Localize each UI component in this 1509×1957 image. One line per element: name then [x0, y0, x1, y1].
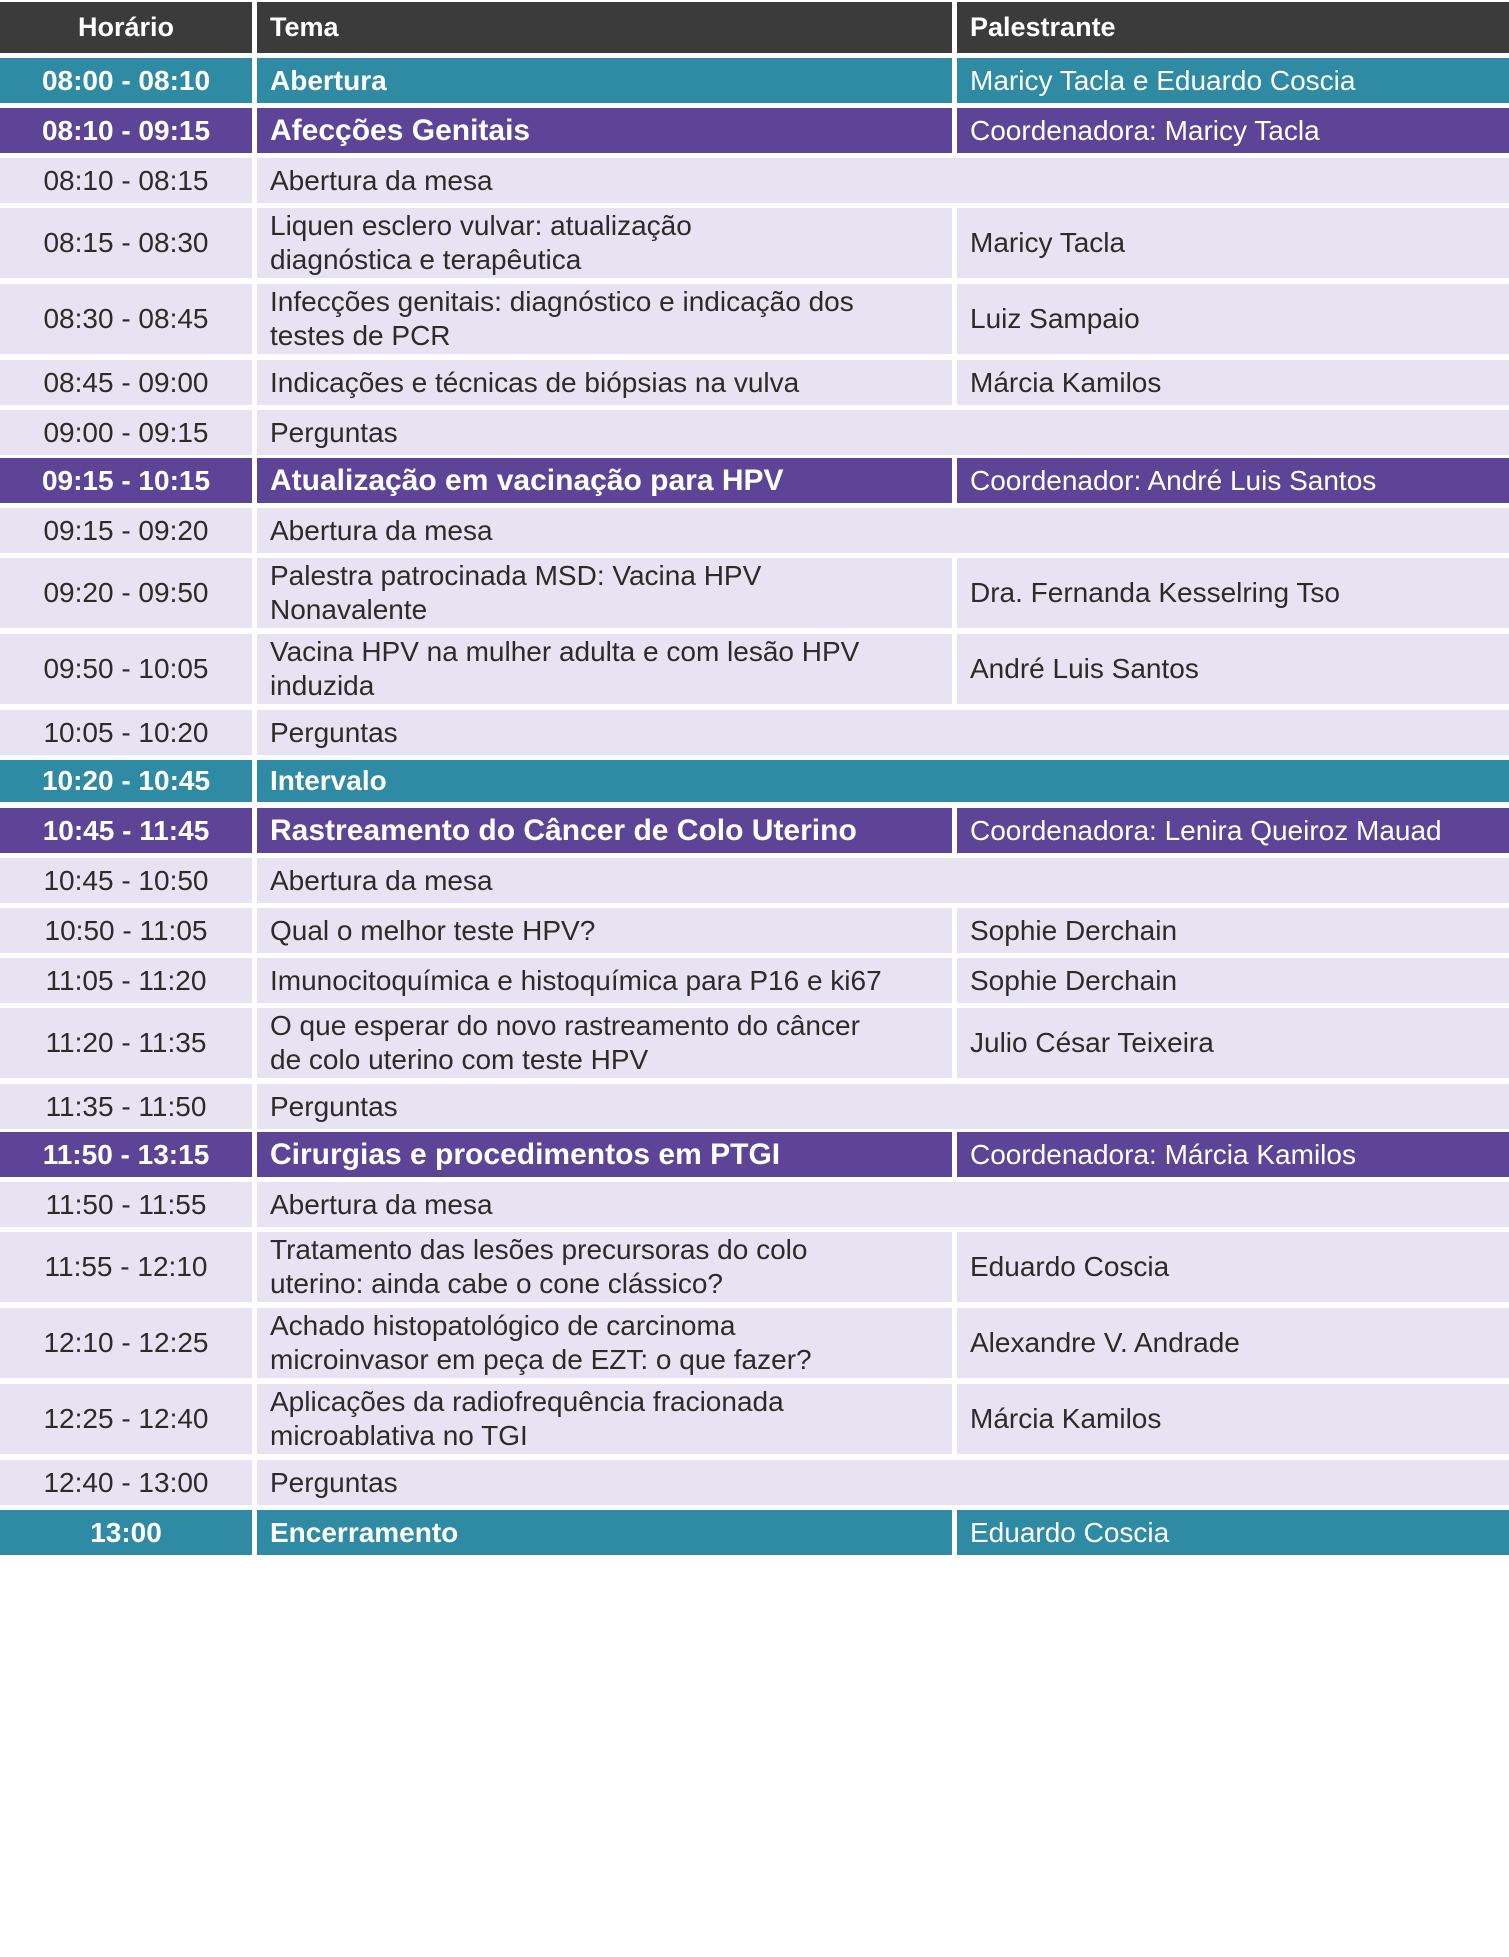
table-row: [0, 410, 1509, 455]
header-time: Horário: [0, 2, 252, 53]
row-speaker: Coordenadora: Márcia Kamilos: [957, 1132, 1509, 1177]
header-theme: Tema: [257, 2, 952, 53]
row-speaker: Coordenador: André Luis Santos: [957, 458, 1509, 503]
row-time: 09:15 - 10:15: [0, 458, 252, 503]
row-theme: Infecções genitais: diagnóstico e indicação dos testes de PCR: [257, 284, 952, 354]
header-speaker: Palestrante: [957, 2, 1509, 53]
row-speaker: André Luis Santos: [957, 634, 1509, 704]
table-row: [0, 1510, 1509, 1555]
table-row: [0, 858, 1509, 903]
row-theme: Indicações e técnicas de biópsias na vulva: [257, 360, 952, 405]
table-row: [0, 208, 1509, 278]
table-row: [0, 284, 1509, 354]
row-theme: Vacina HPV na mulher adulta e com lesão HPV induzida: [257, 634, 952, 704]
row-speaker: Eduardo Coscia: [957, 1232, 1509, 1302]
row-time: 08:00 - 08:10: [0, 58, 252, 103]
row-time: 10:20 - 10:45: [0, 760, 252, 802]
row-time: 10:05 - 10:20: [0, 710, 252, 755]
row-theme: O que esperar do novo rastreamento do câncer de colo uterino com teste HPV: [257, 1008, 952, 1078]
row-theme: Perguntas: [257, 710, 1509, 755]
row-theme: Atualização em vacinação para HPV: [257, 458, 952, 503]
row-time: 08:45 - 09:00: [0, 360, 252, 405]
row-speaker: Maricy Tacla: [957, 208, 1509, 278]
row-theme: Perguntas: [257, 410, 1509, 455]
row-time: 09:50 - 10:05: [0, 634, 252, 704]
row-theme: Achado histopatológico de carcinoma microinvasor em peça de EZT: o que fazer?: [257, 1308, 952, 1378]
row-time: 09:00 - 09:15: [0, 410, 252, 455]
row-theme: Qual o melhor teste HPV?: [257, 908, 952, 953]
row-theme: Aplicações da radiofrequência fracionada microablativa no TGI: [257, 1384, 952, 1454]
row-speaker: Alexandre V. Andrade: [957, 1308, 1509, 1378]
row-theme: Abertura da mesa: [257, 1182, 1509, 1227]
row-time: 10:45 - 10:50: [0, 858, 252, 903]
row-speaker: Márcia Kamilos: [957, 360, 1509, 405]
row-theme: Cirurgias e procedimentos em PTGI: [257, 1132, 952, 1177]
table-header: [0, 2, 1509, 53]
section-row: [0, 458, 1509, 503]
row-time: 08:10 - 09:15: [0, 108, 252, 153]
row-speaker: Dra. Fernanda Kesselring Tso: [957, 558, 1509, 628]
table-row: [0, 1182, 1509, 1227]
table-row: [0, 958, 1509, 1003]
row-speaker: Coordenadora: Lenira Queiroz Mauad: [957, 808, 1509, 853]
row-time: 11:05 - 11:20: [0, 958, 252, 1003]
row-time: 11:50 - 11:55: [0, 1182, 252, 1227]
row-time: 09:15 - 09:20: [0, 508, 252, 553]
section-row: [0, 808, 1509, 853]
row-time: 12:40 - 13:00: [0, 1460, 252, 1505]
row-speaker: Maricy Tacla e Eduardo Coscia: [957, 58, 1509, 103]
row-speaker: Márcia Kamilos: [957, 1384, 1509, 1454]
table-row: [0, 1008, 1509, 1078]
row-theme: Encerramento: [257, 1510, 952, 1555]
table-row: [0, 58, 1509, 103]
table-row: [0, 1384, 1509, 1454]
row-time: 08:15 - 08:30: [0, 208, 252, 278]
row-time: 12:10 - 12:25: [0, 1308, 252, 1378]
table-row: [0, 1460, 1509, 1505]
table-row: [0, 1084, 1509, 1129]
row-theme: Abertura da mesa: [257, 858, 1509, 903]
row-theme: Tratamento das lesões precursoras do colo uterino: ainda cabe o cone clássico?: [257, 1232, 952, 1302]
section-row: [0, 108, 1509, 153]
row-theme: Abertura da mesa: [257, 508, 1509, 553]
table-row: [0, 710, 1509, 755]
row-time: 11:35 - 11:50: [0, 1084, 252, 1129]
table-row: [0, 158, 1509, 203]
row-time: 08:30 - 08:45: [0, 284, 252, 354]
table-row: [0, 558, 1509, 628]
row-theme: Perguntas: [257, 1084, 1509, 1129]
table-row: [0, 908, 1509, 953]
row-theme: Imunocitoquímica e histoquímica para P16 e ki67: [257, 958, 952, 1003]
row-speaker: Coordenadora: Maricy Tacla: [957, 108, 1509, 153]
row-time: 11:55 - 12:10: [0, 1232, 252, 1302]
section-row: [0, 1132, 1509, 1177]
row-time: 12:25 - 12:40: [0, 1384, 252, 1454]
table-row: [0, 1308, 1509, 1378]
row-time: 09:20 - 09:50: [0, 558, 252, 628]
row-time: 10:45 - 11:45: [0, 808, 252, 853]
row-time: 11:50 - 13:15: [0, 1132, 252, 1177]
row-time: 08:10 - 08:15: [0, 158, 252, 203]
table-row: [0, 360, 1509, 405]
table-row: [0, 760, 1509, 802]
row-theme: Liquen esclero vulvar: atualização diagnóstica e terapêutica: [257, 208, 952, 278]
row-theme: Afecções Genitais: [257, 108, 952, 153]
row-speaker: Sophie Derchain: [957, 908, 1509, 953]
row-speaker: Sophie Derchain: [957, 958, 1509, 1003]
row-theme: Intervalo: [257, 760, 1509, 802]
row-theme: Rastreamento do Câncer de Colo Uterino: [257, 808, 952, 853]
row-speaker: Eduardo Coscia: [957, 1510, 1509, 1555]
row-speaker: Julio César Teixeira: [957, 1008, 1509, 1078]
row-theme: Palestra patrocinada MSD: Vacina HPV Nonavalente: [257, 558, 952, 628]
row-theme: Perguntas: [257, 1460, 1509, 1505]
row-theme: Abertura: [257, 58, 952, 103]
row-speaker: Luiz Sampaio: [957, 284, 1509, 354]
table-row: [0, 1232, 1509, 1302]
table-row: [0, 634, 1509, 704]
row-time: 13:00: [0, 1510, 252, 1555]
table-row: [0, 508, 1509, 553]
row-theme: Abertura da mesa: [257, 158, 1509, 203]
row-time: 11:20 - 11:35: [0, 1008, 252, 1078]
row-time: 10:50 - 11:05: [0, 908, 252, 953]
